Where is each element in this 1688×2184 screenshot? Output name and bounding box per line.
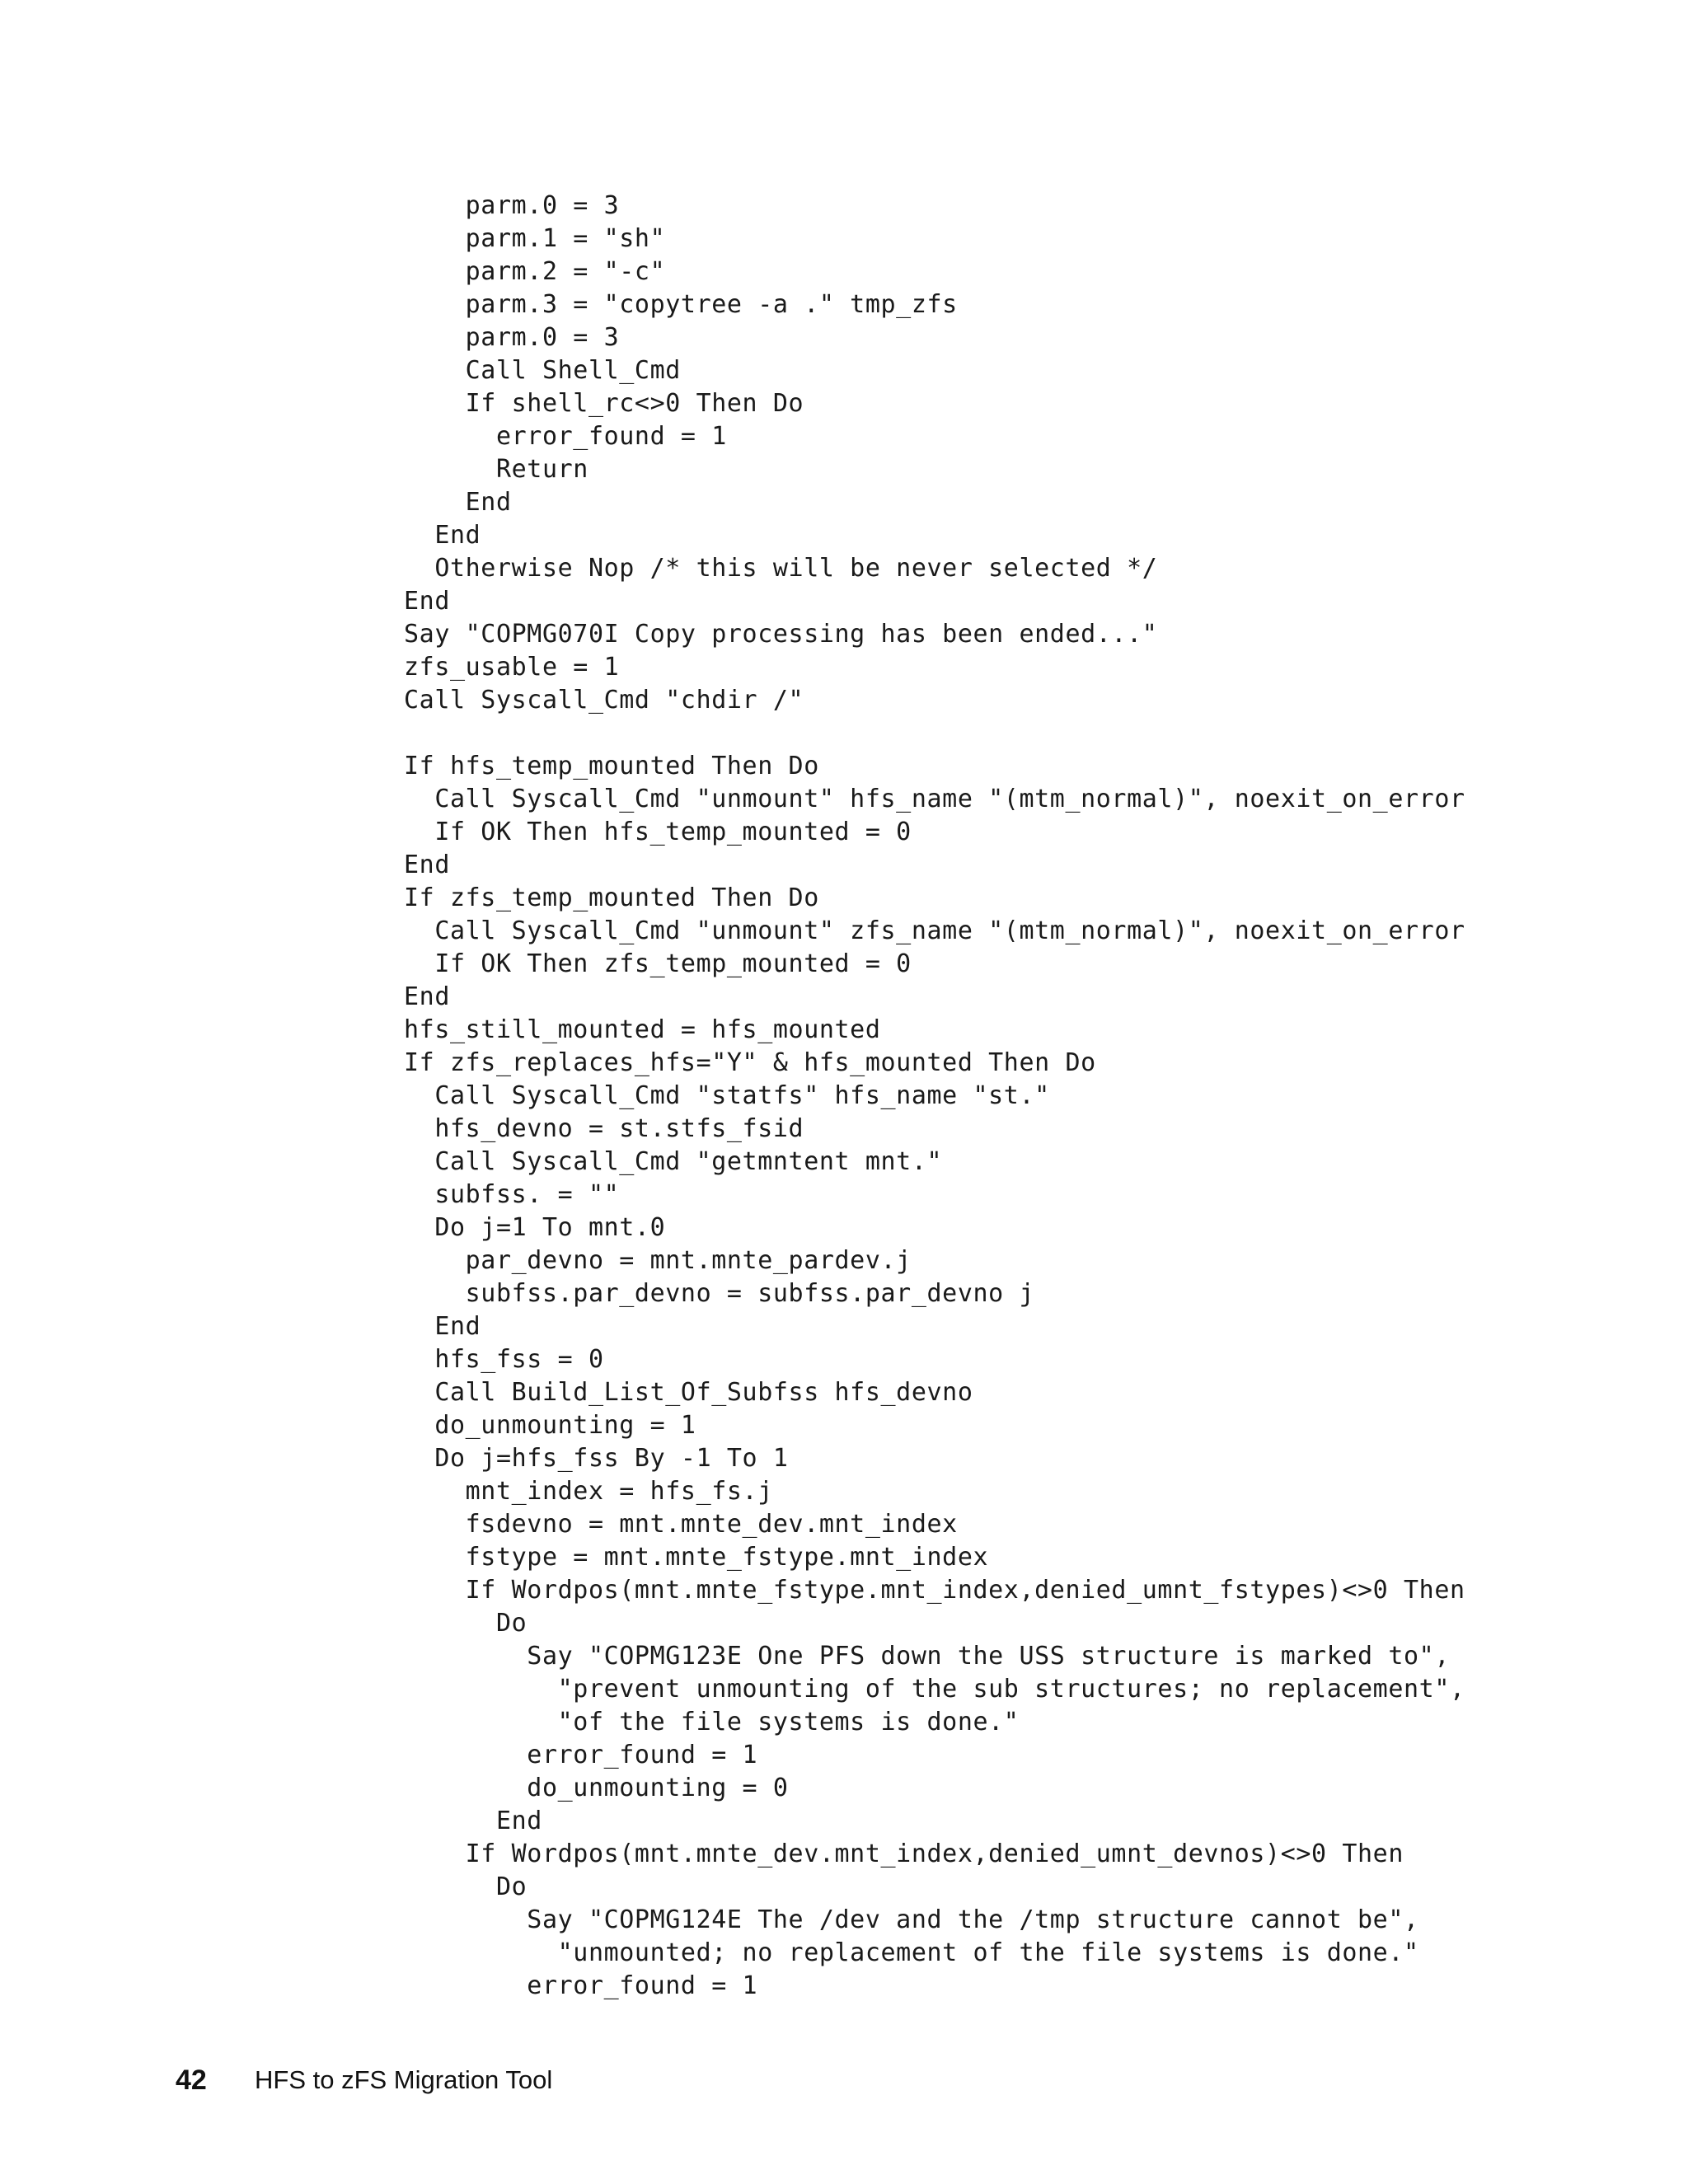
code-line: mnt_index = hfs_fs.j — [404, 1477, 773, 1506]
code-line: If OK Then hfs_temp_mounted = 0 — [404, 818, 912, 846]
code-line: Do j=hfs_fss By -1 To 1 — [404, 1444, 789, 1473]
code-line: Call Syscall_Cmd "chdir /" — [404, 686, 804, 715]
code-line: Do — [404, 1872, 528, 1901]
code-line: Call Syscall_Cmd "statfs" hfs_name "st." — [404, 1081, 1050, 1110]
code-line: If OK Then zfs_temp_mounted = 0 — [404, 949, 912, 978]
code-line: parm.2 = "-c" — [404, 257, 666, 286]
code-line: End — [404, 587, 450, 616]
code-line: End — [404, 488, 512, 517]
code-line: If Wordpos(mnt.mnte_fstype.mnt_index,denied_umnt_fstypes)<>0 Then — [404, 1576, 1465, 1605]
code-line: If Wordpos(mnt.mnte_dev.mnt_index,denied_umnt_devnos)<>0 Then — [404, 1840, 1404, 1868]
code-line: subfss. = "" — [404, 1180, 620, 1209]
code-line: fstype = mnt.mnte_fstype.mnt_index — [404, 1543, 989, 1572]
code-line: Do j=1 To mnt.0 — [404, 1213, 666, 1242]
code-line: parm.3 = "copytree -a ." tmp_zfs — [404, 290, 958, 319]
code-line: hfs_devno = st.stfs_fsid — [404, 1114, 804, 1143]
code-line: Call Syscall_Cmd "getmntent mnt." — [404, 1147, 943, 1176]
code-line: error_found = 1 — [404, 1971, 758, 2000]
code-line: Otherwise Nop /* this will be never selected */ — [404, 554, 1158, 583]
code-line: Say "COPMG124E The /dev and the /tmp structure cannot be", — [404, 1905, 1419, 1934]
code-line: do_unmounting = 0 — [404, 1774, 789, 1802]
code-line: If shell_rc<>0 Then Do — [404, 389, 804, 418]
code-line: End — [404, 982, 450, 1011]
code-line: par_devno = mnt.mnte_pardev.j — [404, 1246, 912, 1275]
code-line: hfs_still_mounted = hfs_mounted — [404, 1015, 881, 1044]
code-listing — [404, 190, 1465, 2003]
code-line: parm.0 = 3 — [404, 191, 620, 220]
code-line: Say "COPMG070I Copy processing has been ended..." — [404, 620, 1158, 649]
code-line: Call Syscall_Cmd "unmount" zfs_name "(mtm_normal)", noexit_on_error — [404, 916, 1465, 945]
code-line: hfs_fss = 0 — [404, 1345, 604, 1374]
code-line: Call Syscall_Cmd "unmount" hfs_name "(mtm_normal)", noexit_on_error — [404, 785, 1465, 813]
code-line: do_unmounting = 1 — [404, 1411, 696, 1440]
code-line: Call Shell_Cmd — [404, 356, 681, 385]
code-line: End — [404, 521, 481, 550]
code-line: If zfs_replaces_hfs="Y" & hfs_mounted Then Do — [404, 1048, 1096, 1077]
page-footer — [176, 2060, 552, 2100]
code-line: "of the file systems is done." — [404, 1708, 1020, 1736]
code-line: Call Build_List_Of_Subfss hfs_devno — [404, 1378, 973, 1407]
code-line: subfss.par_devno = subfss.par_devno j — [404, 1279, 1035, 1308]
code-line — [404, 717, 1442, 750]
code-line: parm.0 = 3 — [404, 323, 620, 352]
code-line: End — [404, 1807, 542, 1835]
code-line: error_found = 1 — [404, 1741, 758, 1769]
code-line: zfs_usable = 1 — [404, 653, 620, 682]
code-line: End — [404, 1312, 481, 1341]
page-number: 42 — [176, 2064, 207, 2096]
code-line: Do — [404, 1609, 528, 1638]
code-line: Say "COPMG123E One PFS down the USS structure is marked to", — [404, 1642, 1450, 1671]
document-title: HFS to zFS Migration Tool — [255, 2065, 553, 2094]
code-line: Return — [404, 455, 588, 484]
code-line: "prevent unmounting of the sub structures; no replacement", — [404, 1675, 1465, 1704]
code-line: If zfs_temp_mounted Then Do — [404, 883, 819, 912]
code-line: End — [404, 851, 450, 879]
code-line: fsdevno = mnt.mnte_dev.mnt_index — [404, 1510, 958, 1539]
code-line: "unmounted; no replacement of the file systems is done." — [404, 1938, 1419, 1967]
code-line: If hfs_temp_mounted Then Do — [404, 752, 819, 780]
code-line: error_found = 1 — [404, 422, 727, 451]
code-line: parm.1 = "sh" — [404, 224, 666, 253]
